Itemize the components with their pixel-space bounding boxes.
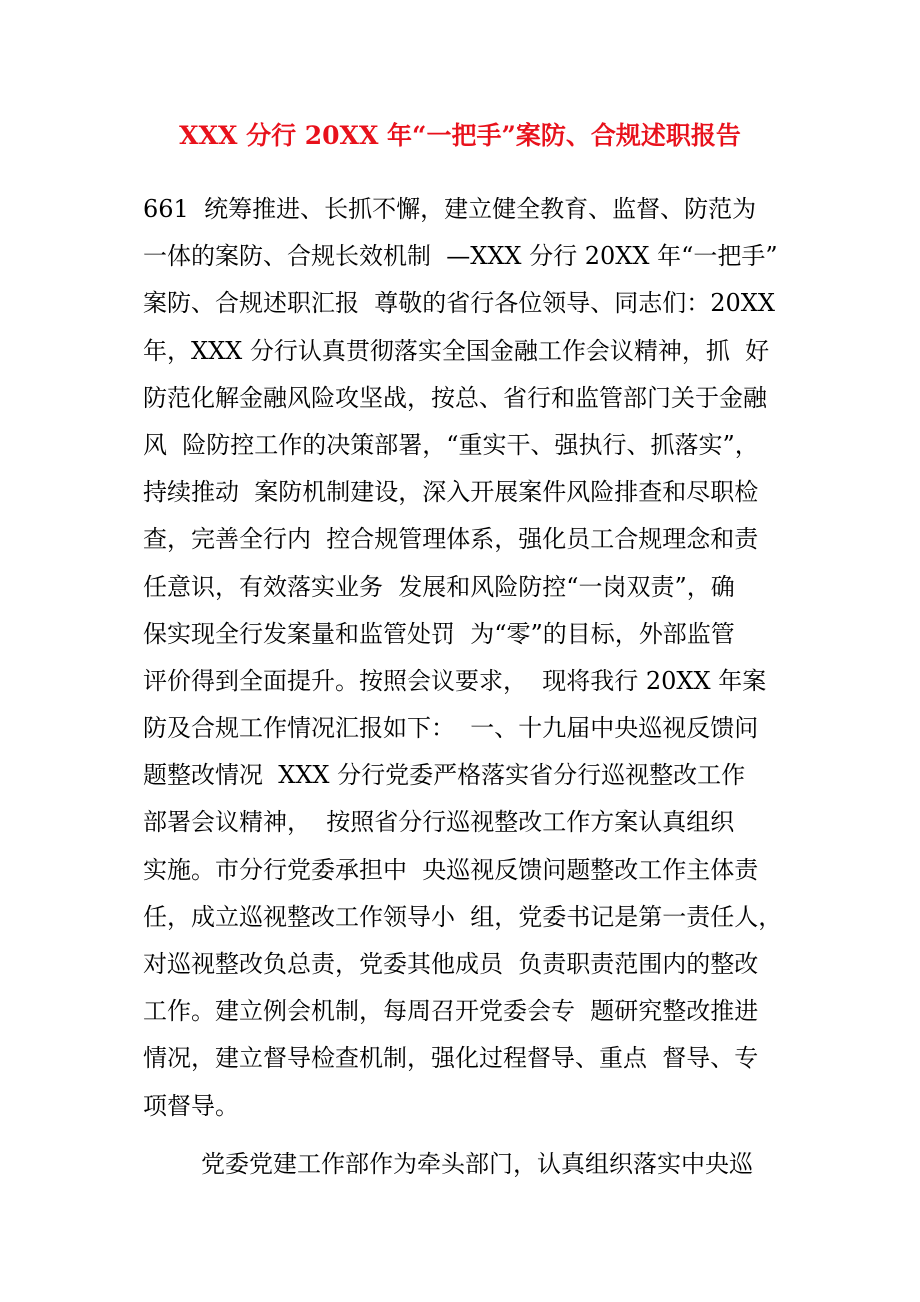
- body-line: 情况，建立督导检查机制，强化过程督导、重点 督导、专: [143, 1044, 759, 1073]
- body-line: 一体的案防、合规长效机制 —XXX 分行 20XX 年“一把手”: [143, 242, 778, 271]
- body-line: 党委党建工作部作为牵头部门，认真组织落实中央巡: [201, 1149, 753, 1178]
- body-line: 风 险防控工作的决策部署，“重实干、强执行、抓落实”，: [143, 430, 759, 459]
- body-line: 防范化解金融风险攻坚战，按总、省行和监管部门关于金融: [143, 383, 767, 412]
- body-line: 实施。市分行党委承担中 央巡视反馈问题整改工作主体责: [143, 855, 759, 884]
- document-title: XXX 分行 20XX 年“一把手”案防、合规述职报告: [179, 121, 741, 150]
- body-line: 评价得到全面提升。按照会议要求， 现将我行 20XX 年案: [143, 666, 767, 695]
- body-line: 任意识，有效落实业务 发展和风险防控“一岗双责”，确: [143, 572, 735, 601]
- body-line: 持续推动 案防机制建设，深入开展案件风险排查和尽职检: [143, 478, 759, 507]
- body-line: 题整改情况 XXX 分行党委严格落实省分行巡视整改工作: [143, 761, 746, 790]
- paragraph-gap: [143, 1130, 803, 1141]
- body-line: 案防、合规述职汇报 尊敬的省行各位领导、同志们：20XX: [143, 289, 775, 318]
- body-line: 661 统筹推进、长抓不懈，建立健全教育、监督、防范为: [143, 195, 757, 223]
- document-body: [143, 186, 803, 1188]
- body-line: 年，XXX 分行认真贯彻落实全国金融工作会议精神，抓 好: [143, 336, 770, 365]
- body-line: 工作。建立例会机制，每周召开党委会专 题研究整改推进: [143, 997, 759, 1026]
- body-line: 项督导。: [143, 1091, 239, 1120]
- body-line: 任，成立巡视整改工作领导小 组，党委书记是第一责任人，: [143, 902, 783, 931]
- body-line: 保实现全行发案量和监管处罚 为“零”的目标，外部监管: [143, 619, 735, 648]
- body-line: 查，完善全行内 控合规管理体系，强化员工合规理念和责: [143, 525, 759, 554]
- body-line: 对巡视整改负总责，党委其他成员 负责职责范围内的整改: [143, 950, 759, 978]
- body-line: 部署会议精神， 按照省分行巡视整改工作方案认真组织: [143, 808, 735, 837]
- body-line: 防及合规工作情况汇报如下： 一、十九届中央巡视反馈问: [143, 714, 759, 743]
